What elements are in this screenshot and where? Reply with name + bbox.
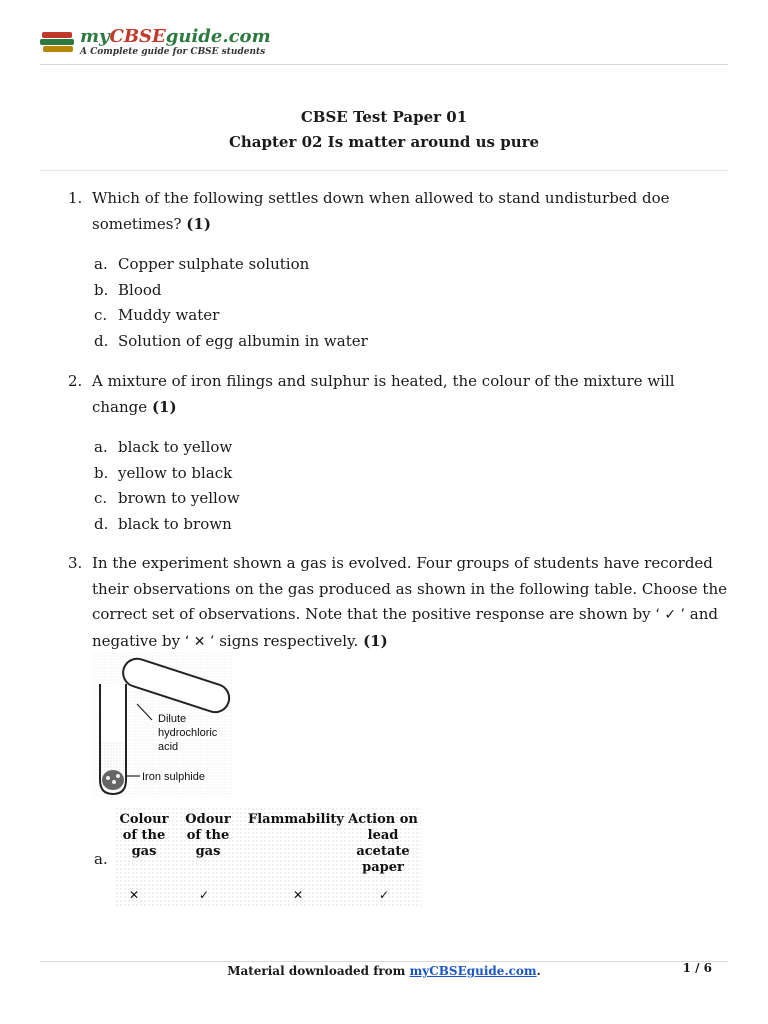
option-item: a. Copper sulphate solution	[94, 255, 310, 273]
option-item: b. yellow to black	[94, 463, 233, 482]
acid-label-line1: Dilute	[158, 713, 187, 725]
logo-title: myCBSEguide.com	[80, 26, 271, 47]
books-icon	[40, 28, 76, 54]
question-1	[68, 186, 728, 237]
question-marks: (1)	[363, 631, 388, 650]
table-header: Colour	[119, 812, 169, 827]
question-number: 2.	[68, 372, 83, 390]
question-number: 1.	[68, 189, 83, 207]
table-cell: ✕	[292, 888, 304, 902]
question-1-options	[94, 252, 368, 354]
tick-mark-icon: ‘ ✓ ’	[655, 607, 685, 623]
page-number: 1 / 6	[682, 961, 712, 975]
upright-test-tube	[100, 684, 126, 794]
option-item: a. black to yellow	[94, 438, 233, 456]
table-cell: ✕	[128, 888, 140, 902]
table-header: paper	[362, 860, 404, 875]
table-header: gas	[195, 844, 221, 859]
question-marks: (1)	[151, 397, 177, 416]
acid-label-line3: acid	[158, 741, 179, 753]
table-header: Action on	[348, 812, 418, 827]
question-2-options	[94, 435, 240, 537]
option-item: c. Muddy water	[94, 306, 220, 324]
table-header: Odour	[185, 812, 231, 827]
question-text: In the experiment shown a gas is evolved. Four groups of students have recorded their observations on the gas produced as shown in the following table. Choose the correct set of observations. Note that the positive response are shown by	[92, 554, 727, 623]
table-header: lead	[367, 828, 399, 843]
table-cell: ✓	[198, 888, 210, 902]
question-2	[68, 369, 728, 420]
footer-divider	[40, 961, 728, 962]
chapter-title: Chapter 02 Is matter around us pure	[228, 133, 540, 151]
observation-table	[116, 808, 421, 908]
table-header: Flammability	[248, 812, 344, 827]
table-header: of the	[186, 828, 230, 843]
acid-label-line2: hydrochloric	[158, 727, 218, 739]
footer-text: Material downloaded from myCBSEguide.com.	[227, 964, 541, 978]
table-header: gas	[131, 844, 157, 859]
footer-link[interactable]: myCBSEguide.com	[409, 964, 537, 978]
header-divider	[40, 64, 728, 65]
option-item: d. Solution of egg albumin in water	[94, 331, 368, 350]
table-cell: ✓	[378, 888, 390, 902]
question-text: A mixture of iron filings and sulphur is heated, the colour of the mixture will change	[92, 372, 675, 416]
solid-label: Iron sulphide	[142, 771, 205, 783]
title-divider	[40, 170, 728, 171]
test-tube-apparatus-figure	[92, 652, 232, 797]
option-item: d. black to brown	[94, 514, 232, 533]
question-number: 3.	[68, 554, 83, 572]
option-item: b. Blood	[94, 280, 162, 299]
question-text: Which of the following settles down when allowed to stand undisturbed doe sometimes?	[92, 189, 670, 233]
site-logo[interactable]	[40, 28, 271, 57]
table-header: of the	[122, 828, 166, 843]
question-marks: (1)	[186, 214, 211, 233]
option-item: c. brown to yellow	[94, 489, 240, 507]
logo-subtitle: A Complete guide for CBSE students	[80, 47, 266, 57]
observation-option-label: a.	[94, 850, 108, 868]
question-3: 3. In the experiment shown a gas is evolved. Four groups of students have recorded their observations on the gas produced as shown in the following table. Choose the correct set of observations. Note that the positive response are shown by ‘ ✓ ’ and negative by ‘ ✕ ’ signs respectively. (1)	[68, 551, 728, 655]
paper-title: CBSE Test Paper 01	[300, 108, 468, 126]
cross-mark-icon: ‘ ✕ ’	[184, 633, 215, 650]
table-header: acetate	[356, 844, 410, 859]
